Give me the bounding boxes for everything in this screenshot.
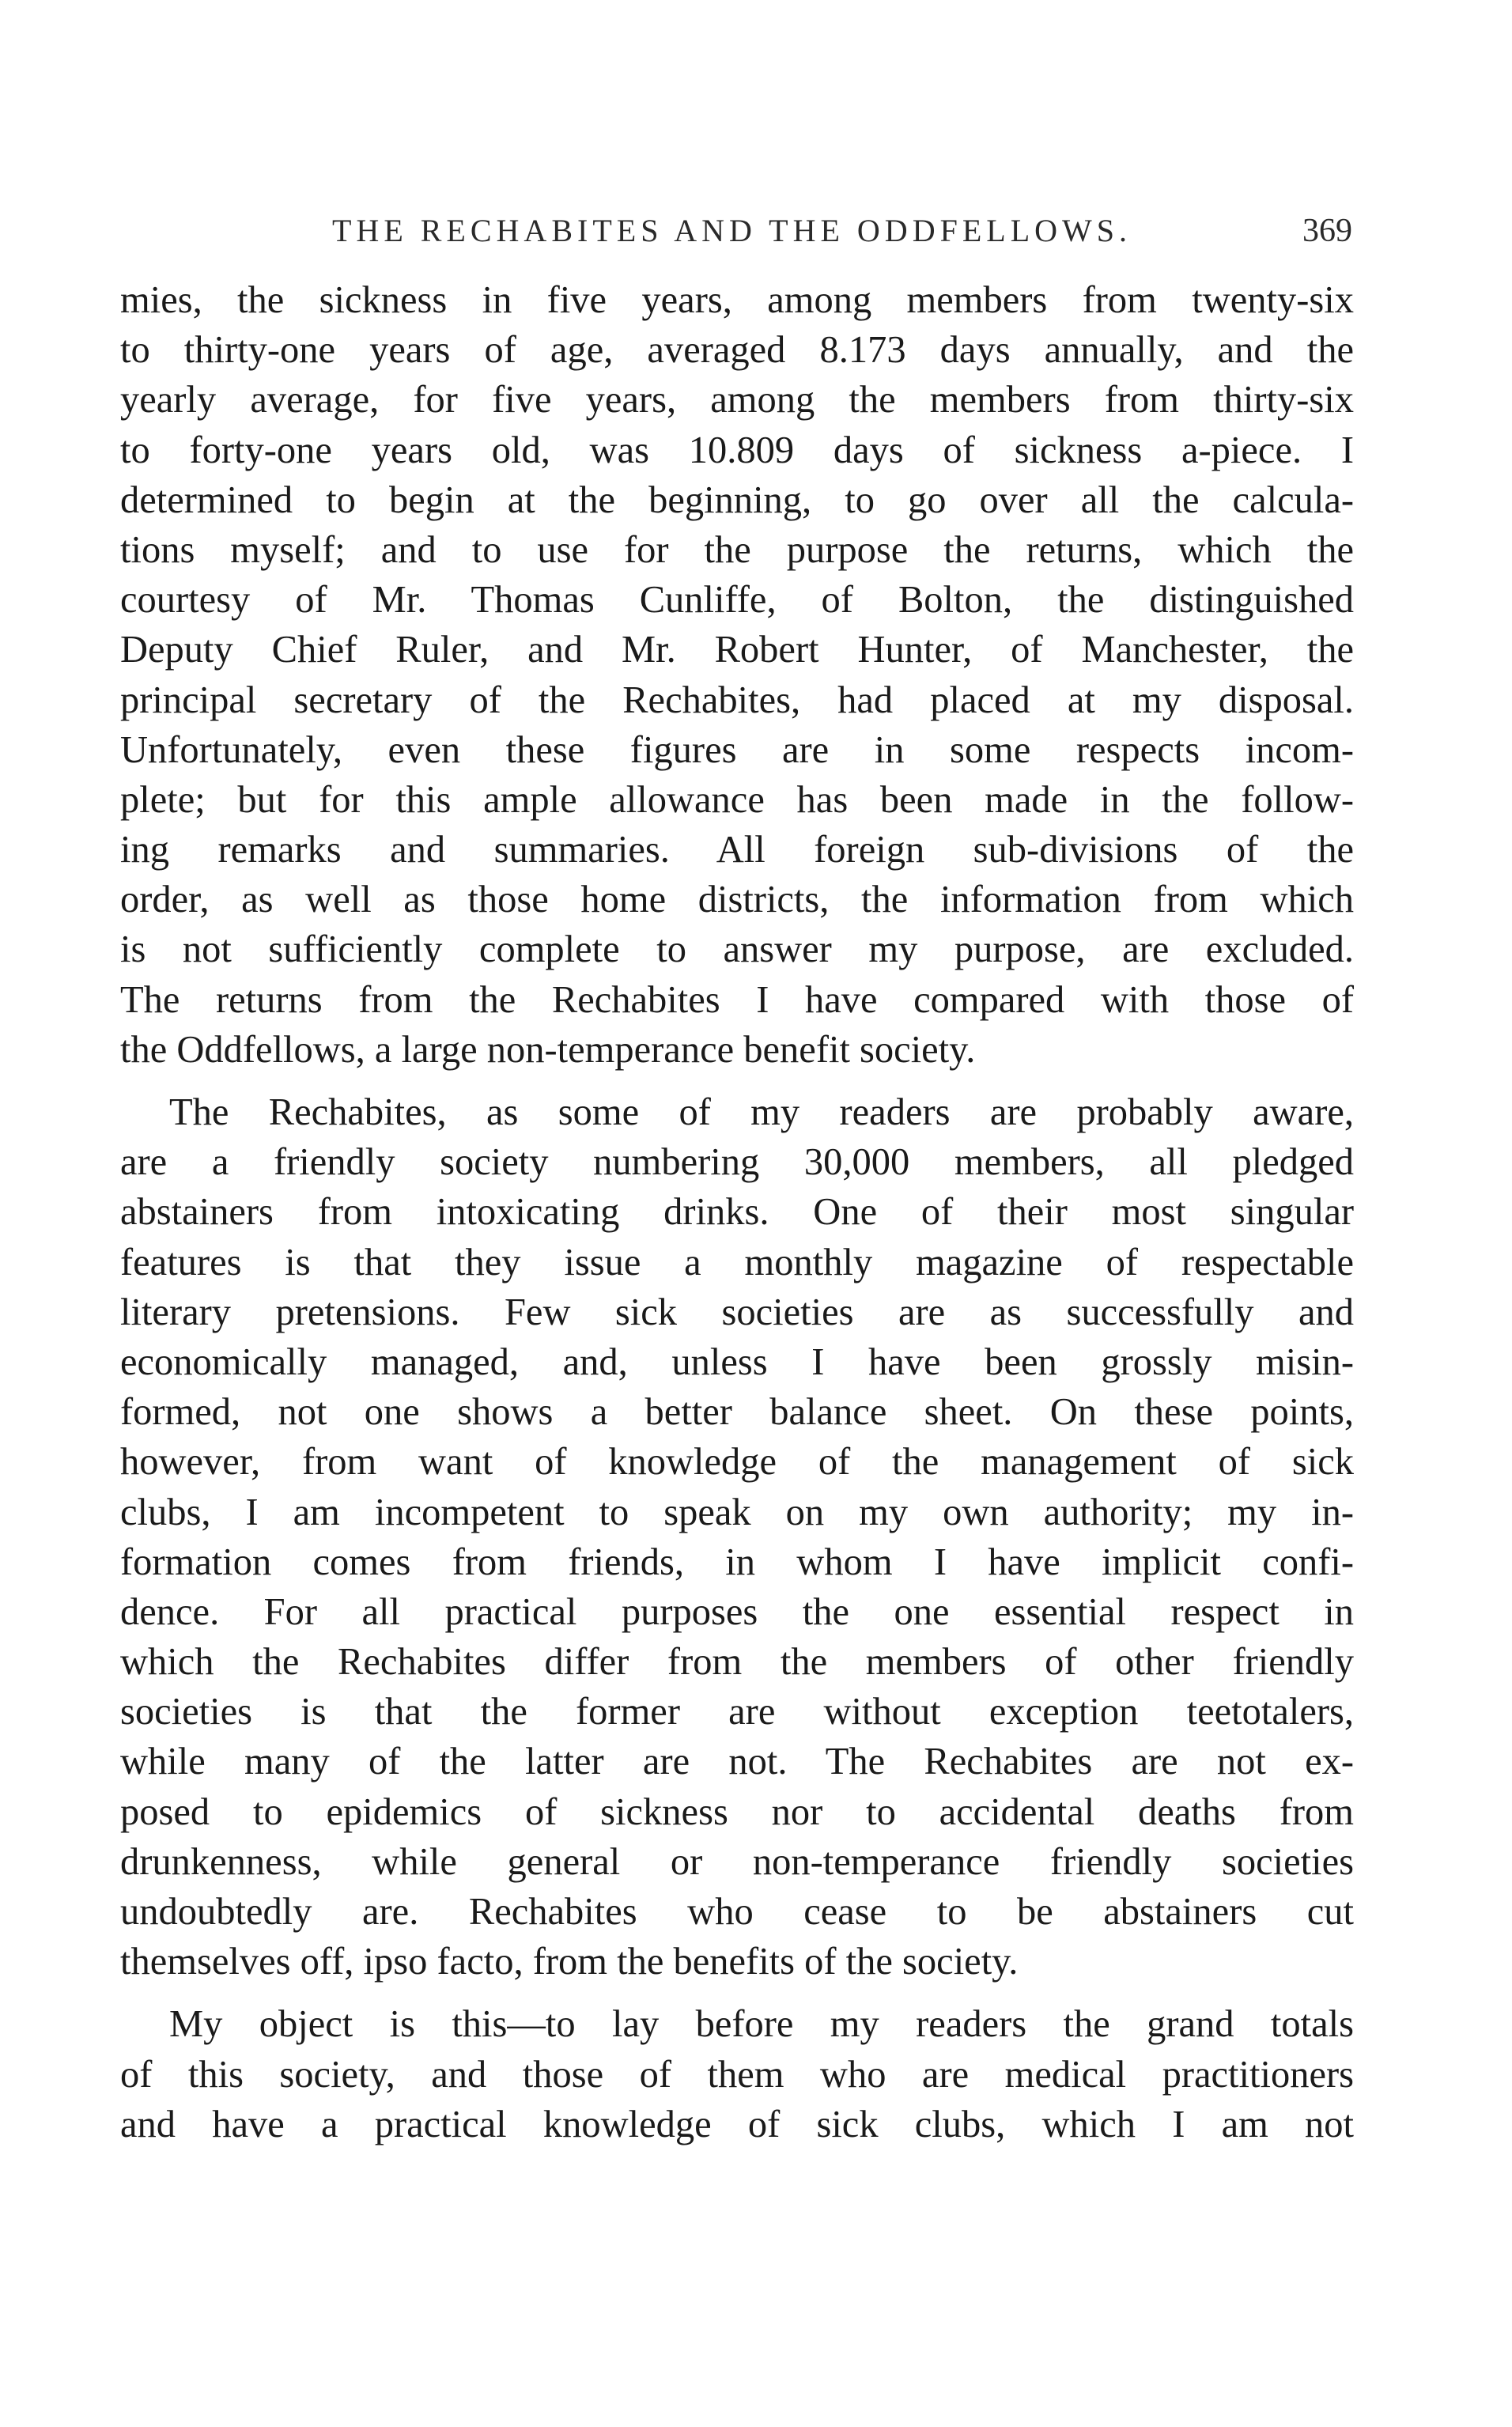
paragraph-2: [120, 1087, 1354, 1987]
text-line: The Rechabites, as some of my readers are probably aware,: [169, 1091, 1354, 1133]
text-line: while many of the latter are not. The Rechabites are not ex-: [120, 1741, 1354, 1783]
text-line: posed to epidemics of sickness nor to accidental deaths from: [120, 1790, 1354, 1833]
text-line: mies, the sickness in five years, among members from twenty-six: [120, 279, 1354, 321]
running-head: [119, 212, 1352, 259]
text-line: to thirty-one years of age, averaged 8.173 days annually, and the: [120, 329, 1354, 372]
text-line: Unfortunately, even these figures are in some respects incom-: [120, 728, 1354, 771]
text-line: My object is this—to lay before my readers the grand totals: [169, 2003, 1354, 2046]
text-line: the Oddfellows, a large non-temperance benefit society.: [120, 1028, 976, 1071]
paragraph-gap: [120, 1075, 1354, 1087]
text-line: abstainers from intoxicating drinks. One of their most singular: [120, 1191, 1354, 1234]
paragraph-gap: [120, 1987, 1354, 1999]
text-line: dence. For all practical purposes the one essential respect in: [120, 1590, 1354, 1633]
text-line: themselves off, ipso facto, from the benefits of the society.: [120, 1941, 1019, 1983]
text-line: order, as well as those home districts, the information from which: [120, 879, 1354, 921]
running-title: THE RECHABITES AND THE ODDFELLOWS.: [332, 213, 1132, 248]
text-line: of this society, and those of them who are medical practitioners: [120, 2053, 1354, 2096]
text-line: societies is that the former are without exception teetotalers,: [120, 1691, 1354, 1733]
text-line: tions myself; and to use for the purpose the returns, which the: [120, 528, 1354, 571]
text-line: ing remarks and summaries. All foreign sub-divisions of the: [120, 829, 1354, 871]
text-line: formed, not one shows a better balance sheet. On these points,: [120, 1391, 1354, 1434]
text-line: which the Rechabites differ from the members of other friendly: [120, 1641, 1354, 1684]
text-line: The returns from the Rechabites I have compared with those of: [120, 978, 1354, 1021]
text-line: drunkenness, while general or non-temperance friendly societies: [120, 1840, 1354, 1883]
text-line: yearly average, for five years, among the members from thirty-six: [120, 379, 1354, 422]
text-line: literary pretensions. Few sick societies are as successfully and: [120, 1291, 1354, 1333]
text-line: economically managed, and, unless I have been grossly misin-: [120, 1340, 1354, 1383]
text-line: plete; but for this ample allowance has been made in the follow-: [120, 778, 1354, 821]
text-line: Deputy Chief Ruler, and Mr. Robert Hunter, of Manchester, the: [120, 629, 1354, 671]
text-line: however, from want of knowledge of the management of sick: [120, 1441, 1354, 1484]
text-line: and have a practical knowledge of sick clubs, which I am not: [120, 2103, 1354, 2145]
body-text: [120, 275, 1354, 2149]
paragraph-3: [120, 1999, 1354, 2149]
text-line: undoubtedly are. Rechabites who cease to be abstainers cut: [120, 1891, 1354, 1933]
text-line: features is that they issue a monthly magazine of respectable: [120, 1241, 1354, 1283]
text-line: is not sufficiently complete to answer my purpose, are excluded.: [120, 928, 1354, 971]
text-line: courtesy of Mr. Thomas Cunliffe, of Bolton, the distinguished: [120, 579, 1354, 622]
text-line: are a friendly society numbering 30,000 members, all pledged: [120, 1141, 1354, 1184]
text-line: formation comes from friends, in whom I have implicit confi-: [120, 1541, 1354, 1583]
page-number: 369: [1302, 213, 1352, 249]
paragraph-1: [120, 275, 1354, 1075]
text-line: determined to begin at the beginning, to go over all the calcula-: [120, 478, 1354, 521]
text-line: to forty-one years old, was 10.809 days of sickness a-piece. I: [120, 429, 1354, 471]
text-line: clubs, I am incompetent to speak on my own authority; my in-: [120, 1491, 1354, 1533]
text-line: principal secretary of the Rechabites, had placed at my disposal.: [120, 679, 1354, 721]
